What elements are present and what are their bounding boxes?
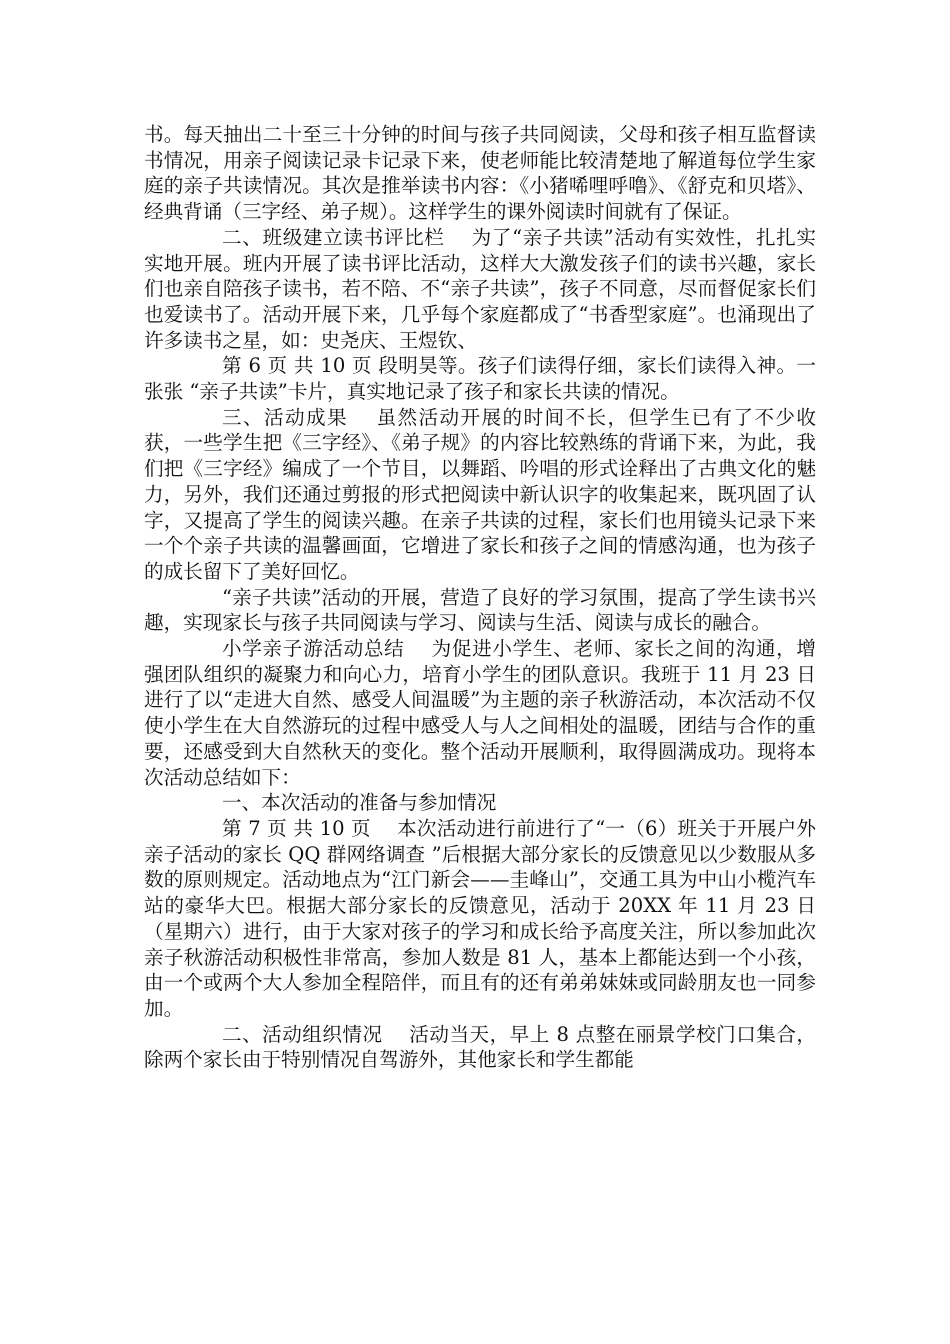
paragraph-page-7-preparation: 第 7 页 共 10 页 本次活动进行前进行了“一（6）班关于开展户外亲子活动的家长 QQ 群网络调查 ”后根据大部分家长的反馈意见以少数服从多数的原则规定。活动地点为“江门新会——圭峰山”，交通工具为中山小榄汽车站的豪华大巴。根据大部分家长的反馈意见，活动于 20XX 年 11 月 23 日（星期六）进行，由于大家对孩子的学习和成长给予高度关注，所以参加此次亲子秋游活动积极性非常高，参加人数是 81 人，基本上都能达到一个小孩，由一个或两个大人参加全程陪伴，而且有的还有弟弟妹妹或同龄朋友也一同参加。 (144, 816, 816, 1020)
paragraph-activity-impact: “亲子共读”活动的开展，营造了良好的学习氛围，提高了学生读书兴趣，实现家长与孩子共同阅读与学习、阅读与生活、阅读与成长的融合。 (144, 585, 816, 635)
paragraph-reading-board: 二、班级建立读书评比栏 为了“亲子共读”活动有实效性，扎扎实实地开展。班内开展了读书评比活动，这样大大激发孩子们的读书兴趣，家长们也亲自陪孩子读书，若不陪、不“亲子共读”，孩子不同意，尽而督促家长们也爱读书了。活动开展下来，几乎每个家庭都成了“书香型家庭”。也涌现出了许多读书之星，如：史尧庆、王煜钦、 (144, 225, 816, 352)
document-body (144, 122, 816, 1073)
paragraph-trip-summary-intro: 小学亲子游活动总结 为促进小学生、老师、家长之间的沟通，增强团队组织的凝聚力和向心力，培育小学生的团队意识。我班于 11 月 23 日进行了以“走进大自然、感受人间温暖”为主题的亲子秋游活动，本次活动不仅使小学生在大自然游玩的过程中感受人与人之间相处的温暖，团结与合作的重要，还感受到大自然秋天的变化。整个活动开展顺利，取得圆满成功。现将本次活动总结如下： (144, 637, 816, 789)
paragraph-activity-results: 三、活动成果 虽然活动开展的时间不长，但学生已有了不少收获，一些学生把《三字经》、《弟子规》的内容比较熟练的背诵下来，为此，我们把《三字经》编成了一个节目，以舞蹈、吟唱的形式诠释出了古典文化的魅力，另外，我们还通过剪报的形式把阅读中新认识字的收集起来，既巩固了认字，又提高了学生的阅读兴趣。在亲子共读的过程，家长们也用镜头记录下来一个个亲子共读的温馨画面，它增进了家长和孩子之间的情感沟通，也为孩子的成长留下了美好回忆。 (144, 405, 816, 583)
paragraph-reading-routine: 书。每天抽出二十至三十分钟的时间与孩子共同阅读，父母和孩子相互监督读书情况，用亲子阅读记录卡记录下来，使老师能比较清楚地了解道每位学生家庭的亲子共读情况。其次是推举读书内容：《小猪唏哩呼噜》、《舒克和贝塔》、经典背诵（三字经、弟子规）。这样学生的课外阅读时间就有了保证。 (144, 123, 816, 224)
section-heading-preparation: 一、本次活动的准备与参加情况 (222, 791, 497, 815)
paragraph-page-6-continuation: 第 6 页 共 10 页 段明昊等。孩子们读得仔细，家长们读得入神。一张张 “亲子共读”卡片，真实地记录了孩子和家长共读的情况。 (144, 354, 816, 404)
paragraph-organization: 二、活动组织情况 活动当天，早上 8 点整在丽景学校门口集合，除两个家长由于特别情况自驾游外，其他家长和学生都能 (144, 1022, 816, 1072)
